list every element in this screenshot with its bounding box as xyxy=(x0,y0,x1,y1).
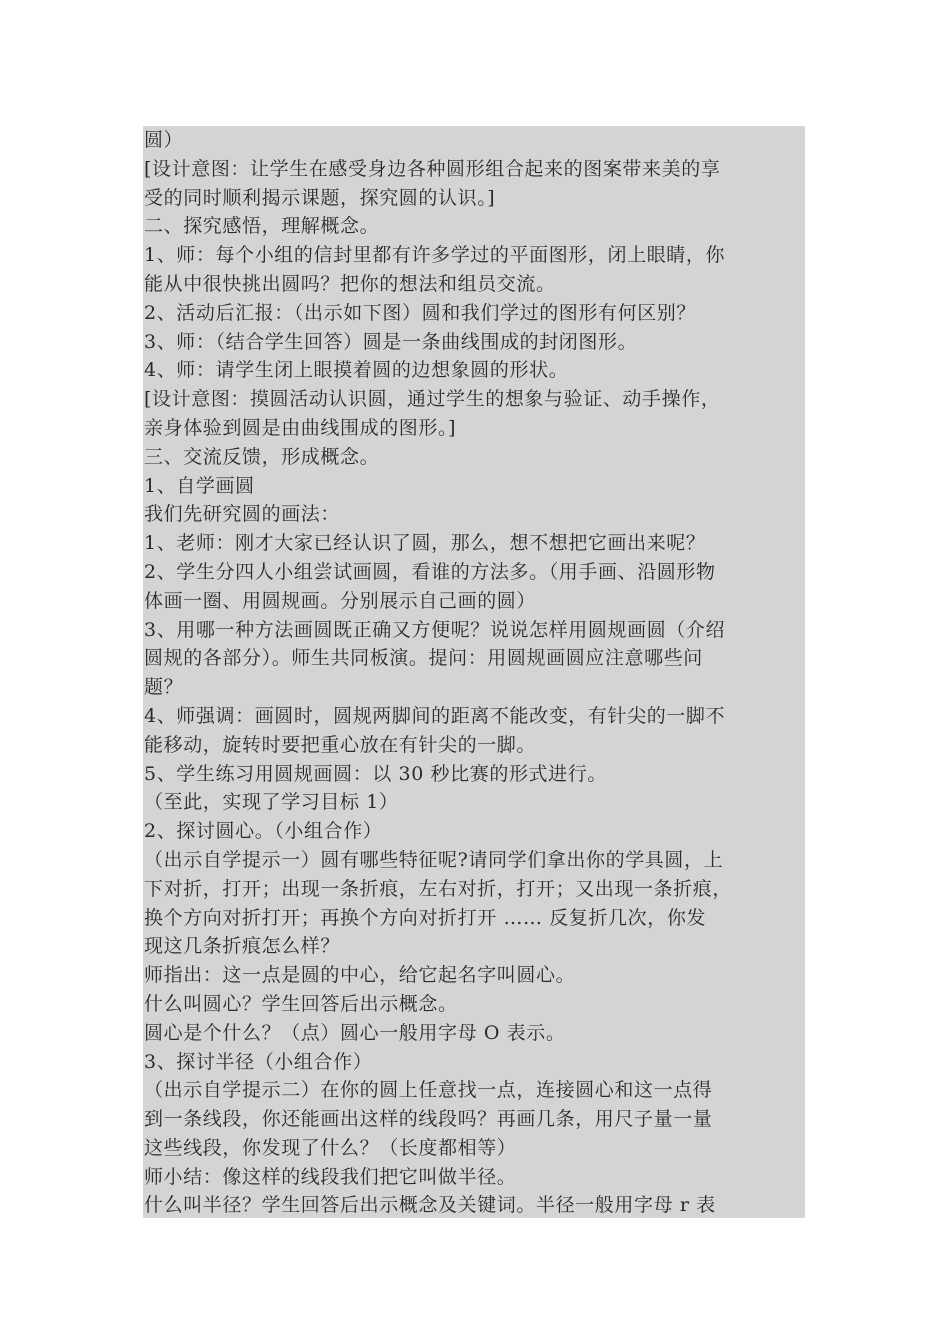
text-line: 什么叫半径？学生回答后出示概念及关键词。半径一般用字母 r 表 xyxy=(144,1194,716,1217)
text-line: 师小结：像这样的线段我们把它叫做半径。 xyxy=(144,1165,517,1188)
section-heading: 二、探究感悟，理解概念。 xyxy=(144,215,380,238)
text-line: 现这几条折痕怎么样？ xyxy=(144,935,341,958)
text-line: 能移动，旋转时要把重心放在有针尖的一脚。 xyxy=(144,733,537,756)
text-line: 4、师：请学生闭上眼摸着圆的边想象圆的形状。 xyxy=(144,359,569,382)
subsection-heading: 3、探讨半径（小组合作） xyxy=(144,1050,373,1073)
text-line: 1、师：每个小组的信封里都有许多学过的平面图形，闭上眼睛，你 xyxy=(144,244,726,267)
text-line: 能从中很快挑出圆吗？把你的想法和组员交流。 xyxy=(144,272,556,295)
text-line: 亲身体验到圆是由曲线围成的图形。] xyxy=(144,416,457,439)
text-line: 什么叫圆心？学生回答后出示概念。 xyxy=(144,992,458,1015)
text-line: 师指出：这一点是圆的中心，给它起名字叫圆心。 xyxy=(144,964,576,987)
text-line: （至此，实现了学习目标 1） xyxy=(144,791,399,814)
text-line: 3、师：（结合学生回答）圆是一条曲线围成的封闭图形。 xyxy=(144,330,638,353)
text-line: 这些线段，你发现了什么？（长度都相等） xyxy=(144,1136,517,1159)
text-line: 1、老师：刚才大家已经认识了圆，那么，想不想把它画出来呢？ xyxy=(144,532,706,555)
subsection-heading: 1、自学画圆 xyxy=(144,474,255,497)
text-line: 下对折，打开；出现一条折痕，左右对折，打开；又出现一条折痕， xyxy=(144,877,733,900)
text-line: 题？ xyxy=(144,676,184,699)
subsection-heading: 2、探讨圆心。（小组合作） xyxy=(144,820,383,843)
text-line: 4、师强调：画圆时，圆规两脚间的距离不能改变，有针尖的一脚不 xyxy=(144,704,726,727)
text-line: 到一条线段，你还能画出这样的线段吗？再画几条，用尺子量一量 xyxy=(144,1108,713,1131)
text-line: （出示自学提示二）在你的圆上任意找一点，连接圆心和这一点得 xyxy=(144,1079,713,1102)
text-line: 圆） xyxy=(144,129,184,151)
text-line: （出示自学提示一）圆有哪些特征呢?请同学们拿出你的学具圆，上 xyxy=(144,848,724,871)
text-line: 换个方向对折打开；再换个方向对折打开 …… 反复折几次，你发 xyxy=(144,906,707,929)
text-line: [设计意图：让学生在感受身边各种圆形组合起来的图案带来美的享 xyxy=(144,157,721,180)
text-line: 我们先研究圆的画法： xyxy=(144,503,341,526)
text-line: 圆心是个什么？（点）圆心一般用字母 O 表示。 xyxy=(144,1021,566,1044)
text-line: 2、学生分四人小组尝试画圆，看谁的方法多。（用手画、沿圆形物 xyxy=(144,560,716,583)
section-heading: 三、交流反馈，形成概念。 xyxy=(144,445,380,468)
text-line: [设计意图：摸圆活动认识圆，通过学生的想象与验证、动手操作， xyxy=(144,388,721,411)
text-line: 圆规的各部分）。师生共同板演。提问：用圆规画圆应注意哪些问 xyxy=(144,647,703,670)
document-text-block xyxy=(143,126,805,1218)
text-line: 受的同时顺利揭示课题，探究圆的认识。] xyxy=(144,186,496,209)
text-line: 5、学生练习用圆规画圆：以 30 秒比赛的形式进行。 xyxy=(144,762,607,785)
text-line: 2、活动后汇报：（出示如下图）圆和我们学过的图形有何区别？ xyxy=(144,301,696,324)
text-line: 3、用哪一种方法画圆既正确又方便呢？说说怎样用圆规画圆（介绍 xyxy=(144,618,726,641)
text-line: 体画一圈、用圆规画。分别展示自己画的圆） xyxy=(144,589,537,612)
